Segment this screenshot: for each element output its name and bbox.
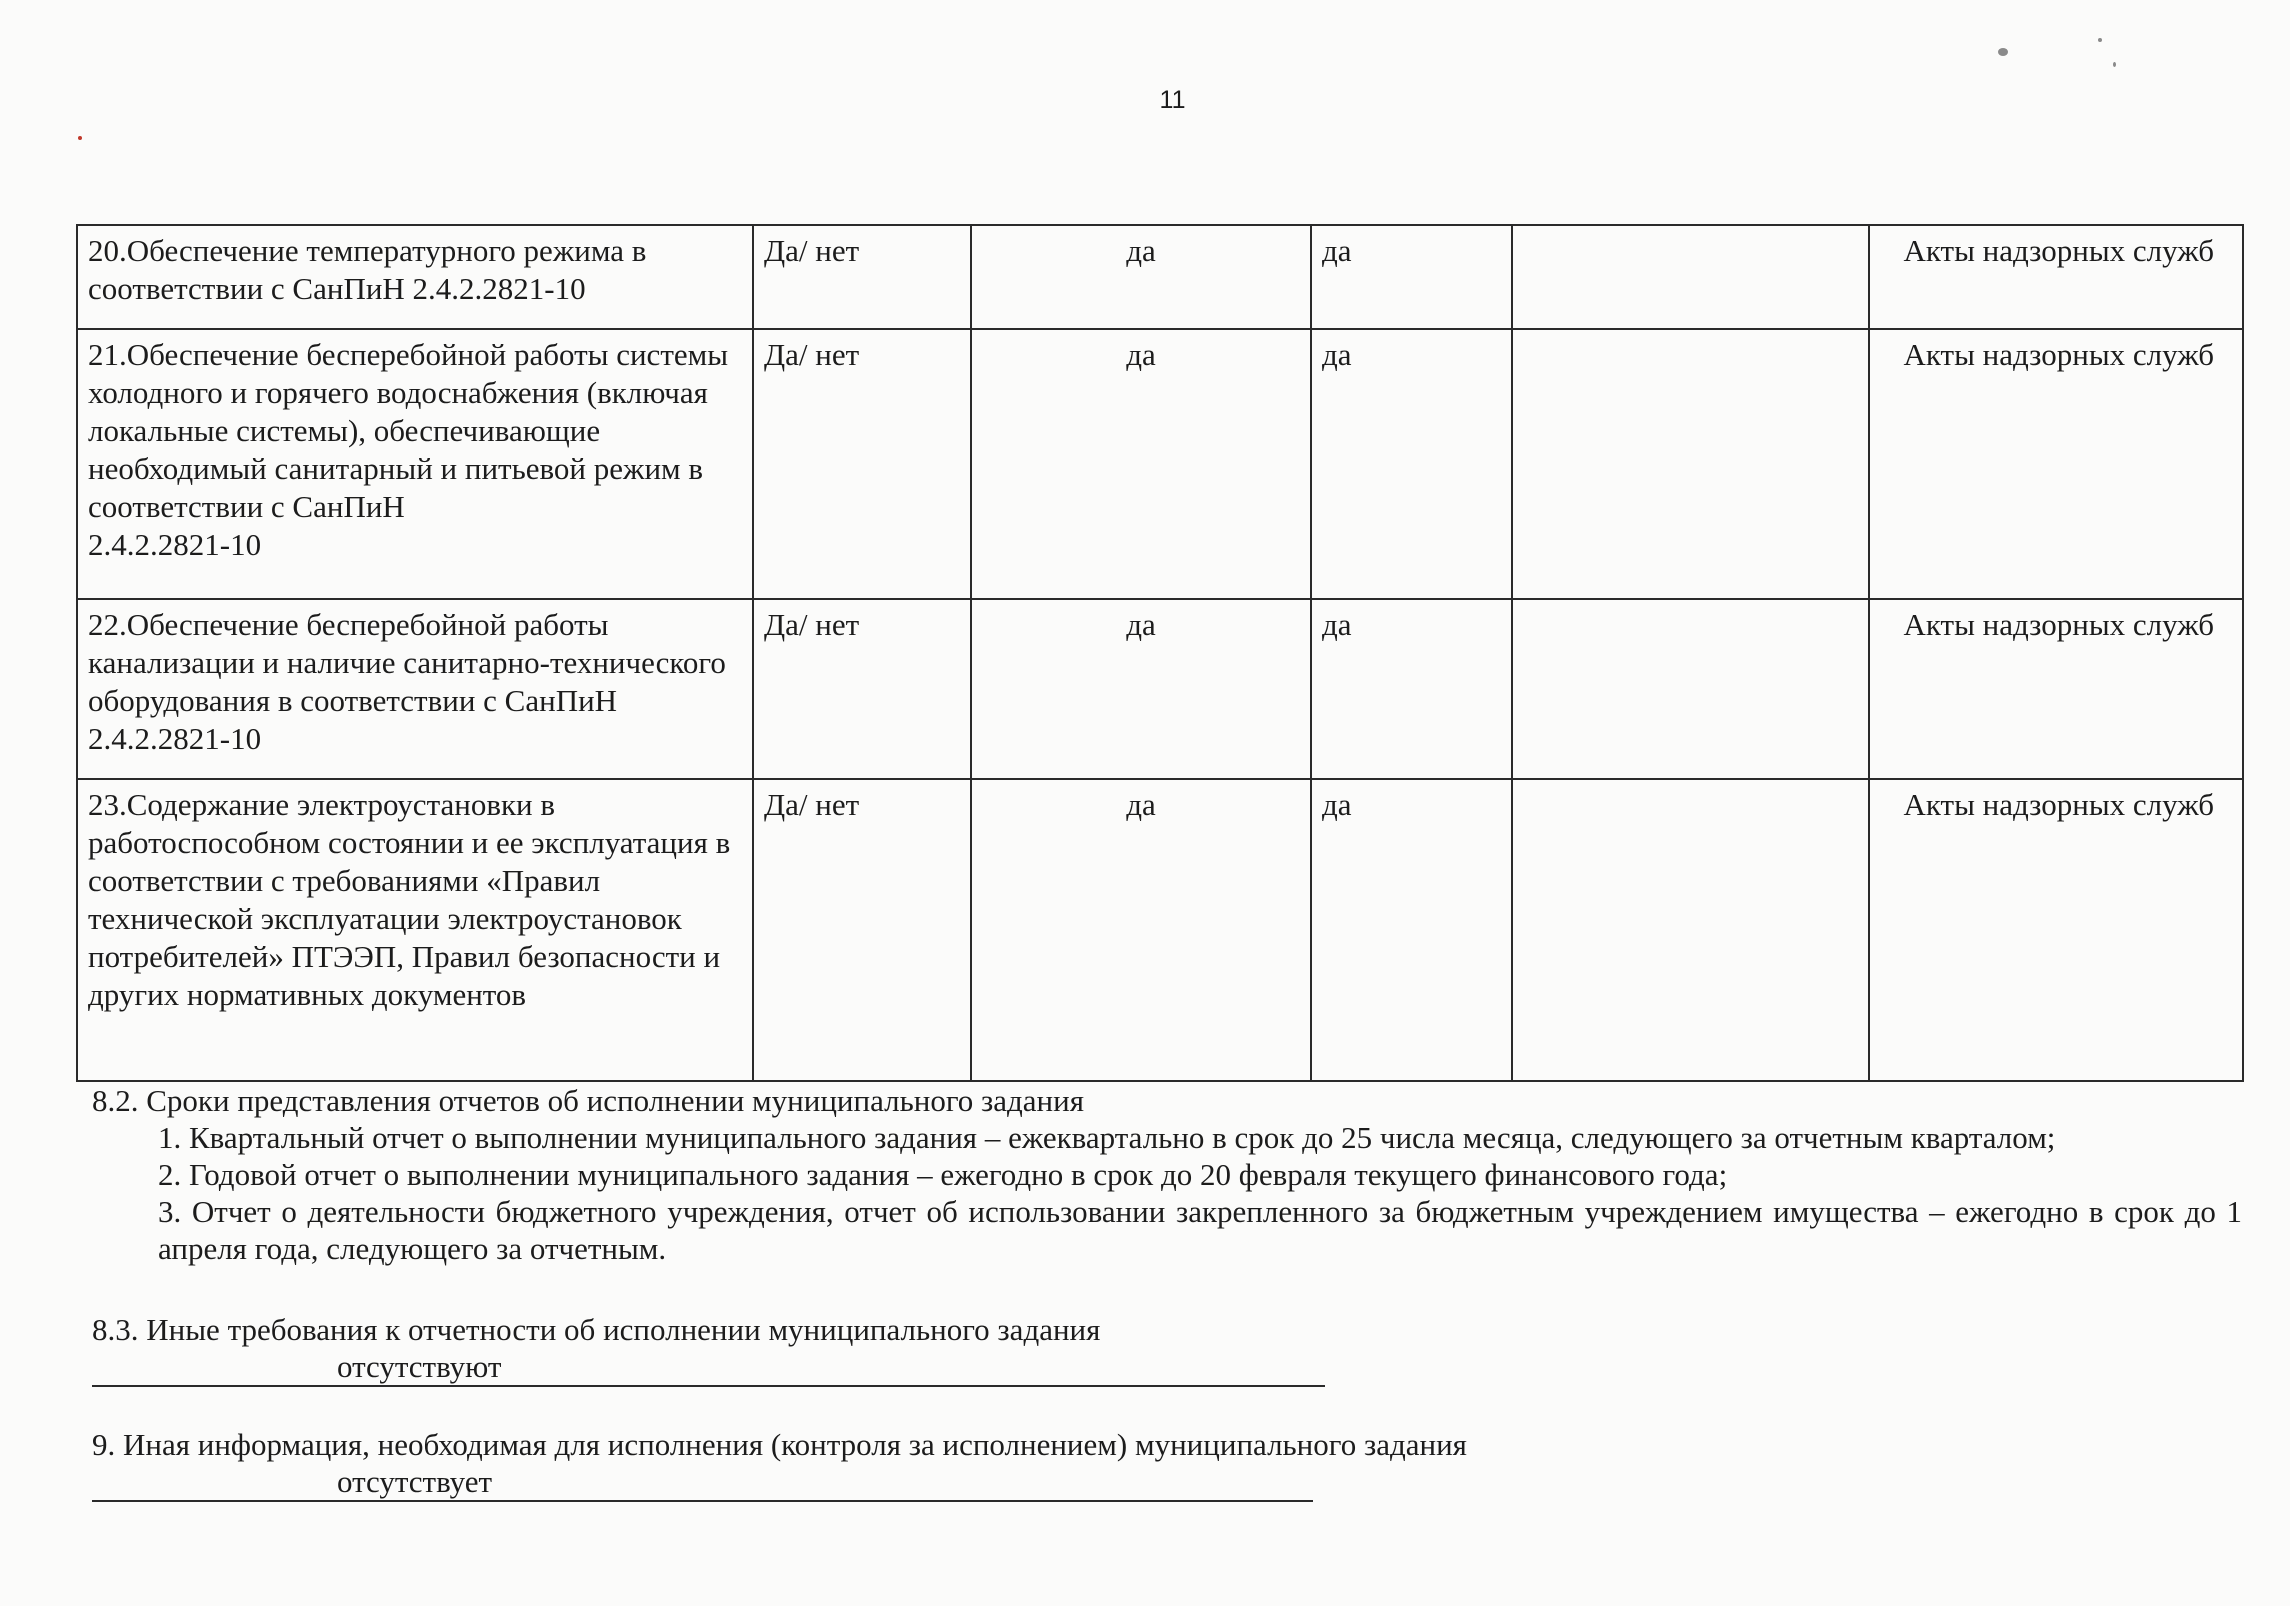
unit-cell: Да/ нет xyxy=(753,225,971,329)
list-item: 2. Годовой отчет о выполнении муниципального задания – ежегодно в срок до 20 февраля текущего финансового года; xyxy=(158,1157,1728,1192)
scan-speck xyxy=(2113,62,2116,67)
indicator-name: 22.Обеспечение бесперебойной работы канализации и наличие санитарно-технического оборудования в соответствии с СанПиН 2.4.2.2821-10 xyxy=(77,599,753,779)
unit-cell: Да/ нет xyxy=(753,329,971,599)
section-heading: 8.3. Иные требования к отчетности об исполнении муниципального задания xyxy=(92,1312,1101,1347)
actual-value: да xyxy=(1311,329,1512,599)
plan-value: да xyxy=(971,329,1311,599)
table-row xyxy=(77,329,2243,599)
deviation-cell xyxy=(1512,329,1869,599)
actual-value: да xyxy=(1311,779,1512,1081)
actual-value: да xyxy=(1311,599,1512,779)
unit-cell: Да/ нет xyxy=(753,779,971,1081)
indicator-name: 23.Содержание электроустановки в работоспособном состоянии и ее эксплуатация в соответствии с требованиями «Правил технической эксплуатации электроустановок потребителей» ПТЭЭП, Правил безопасности и других нормативных документов xyxy=(77,779,753,1081)
answer-value: отсутствуют xyxy=(337,1348,1325,1387)
scan-speck xyxy=(2098,38,2102,42)
deviation-cell xyxy=(1512,225,1869,329)
underline-blank xyxy=(92,1351,337,1387)
unit-cell: Да/ нет xyxy=(753,599,971,779)
scan-speck xyxy=(78,136,82,140)
underline-blank xyxy=(92,1466,337,1502)
table-row xyxy=(77,599,2243,779)
plan-value: да xyxy=(971,599,1311,779)
indicator-name: 21.Обеспечение бесперебойной работы системы холодного и горячего водоснабжения (включая локальные системы), обеспечивающие необходимый санитарный и питьевой режим в соответствии с СанПиН 2.4.2.2821-10 xyxy=(77,329,753,599)
answer-line xyxy=(92,1348,2242,1387)
answer-line xyxy=(92,1463,2242,1502)
indicator-name: 20.Обеспечение температурного режима в соответствии с СанПиН 2.4.2.2821-10 xyxy=(77,225,753,329)
source-cell: Акты надзорных служб xyxy=(1869,599,2243,779)
list-item: 1. Квартальный отчет о выполнении муниципального задания – ежеквартально в срок до 25 числа месяца, следующего за отчетным кварталом; xyxy=(158,1120,2056,1155)
actual-value: да xyxy=(1311,225,1512,329)
requirements-table xyxy=(76,224,2244,1082)
source-cell: Акты надзорных служб xyxy=(1869,225,2243,329)
plan-value: да xyxy=(971,779,1311,1081)
table-row xyxy=(77,779,2243,1081)
section-heading: 8.2. Сроки представления отчетов об исполнении муниципального задания xyxy=(92,1083,1084,1118)
plan-value: да xyxy=(971,225,1311,329)
table-row xyxy=(77,225,2243,329)
section-8-2 xyxy=(92,1082,2242,1267)
list-item: 3. Отчет о деятельности бюджетного учреждения, отчет об использовании закрепленного за бюджетным учреждением имущества – ежегодно в срок до 1 апреля года, следующего за отчетным. xyxy=(158,1194,2242,1266)
section-heading: 9. Иная информация, необходимая для исполнения (контроля за исполнением) муниципального задания xyxy=(92,1427,1467,1462)
answer-value: отсутствует xyxy=(337,1463,1313,1502)
scan-speck xyxy=(1998,48,2008,56)
deviation-cell xyxy=(1512,779,1869,1081)
source-cell: Акты надзорных служб xyxy=(1869,779,2243,1081)
source-cell: Акты надзорных служб xyxy=(1869,329,2243,599)
section-9 xyxy=(92,1426,2242,1502)
page-number: 11 xyxy=(1159,86,1186,114)
deviation-cell xyxy=(1512,599,1869,779)
section-8-3 xyxy=(92,1311,2242,1387)
